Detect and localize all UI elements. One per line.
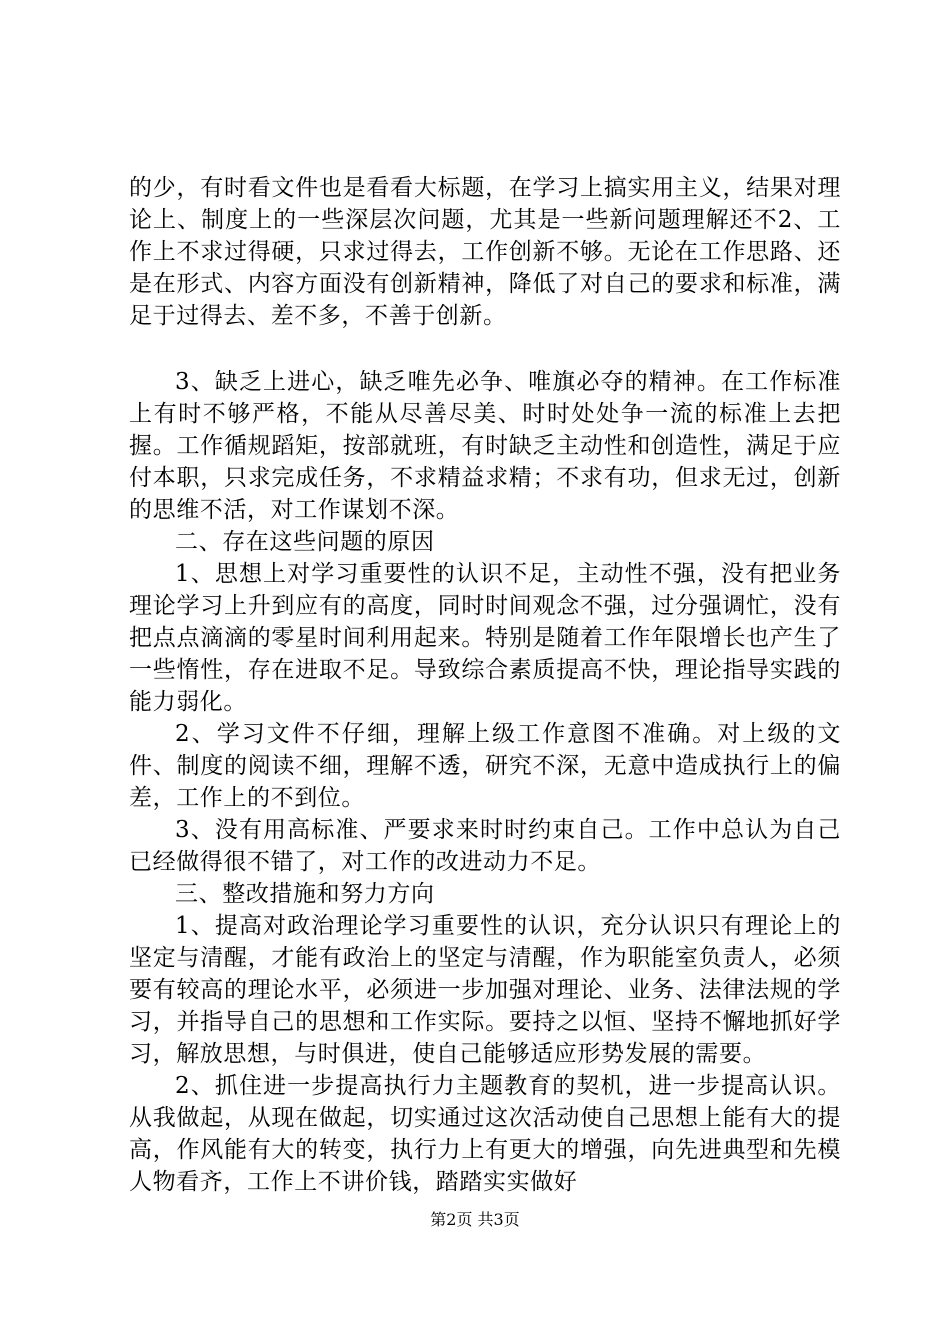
paragraph-continuation: 的少，有时看文件也是看看大标题，在学习上搞实用主义，结果对理论上、制度上的一些深层次问题，尤其是一些新问题理解还不2、工作上不求过得硬，只求过得去，工作创新不够。无论在工作思路、还是在形式、内容方面没有创新精神，降低了对自己的要求和标准，满足于过得去、差不多，不善于创新。	[129, 175, 841, 329]
document-body	[129, 172, 841, 1198]
paragraph: 1、提高对政治理论学习重要性的认识，充分认识只有理论上的坚定与清醒，才能有政治上的坚定与清醒，作为职能室负责人，必须要有较高的理论水平，必须进一步加强对理论、业务、法律法规的学习，并指导自己的思想和工作实际。要持之以恒、坚持不懈地抓好学习，解放思想，与时俱进，使自己能够适应形势发展的需要。	[129, 913, 841, 1067]
paragraph-gap	[129, 332, 841, 366]
section-heading: 三、整改措施和努力方向	[175, 881, 435, 907]
paragraph: 2、学习文件不仔细，理解上级工作意图不准确。对上级的文件、制度的阅读不细，理解不透，研究不深，无意中造成执行上的偏差，工作上的不到位。	[129, 721, 841, 811]
paragraph: 3、缺乏上进心，缺乏唯先必争、唯旗必夺的精神。在工作标准上有时不够严格，不能从尽善尽美、时时处处争一流的标准上去把握。工作循规蹈矩，按部就班，有时缺乏主动性和创造性，满足于应付本职，只求完成任务，不求精益求精；不求有功，但求无过，创新的思维不活，对工作谋划不深。	[129, 369, 841, 523]
paragraph: 1、思想上对学习重要性的认识不足，主动性不强，没有把业务理论学习上升到应有的高度，同时时间观念不强，过分强调忙，没有把点点滴滴的零星时间利用起来。特别是随着工作年限增长也产生了一些惰性，存在进取不足。导致综合素质提高不快，理论指导实践的能力弱化。	[129, 561, 841, 715]
paragraph: 2、抓住进一步提高执行力主题教育的契机，进一步提高认识。从我做起，从现在做起，切实通过这次活动使自己思想上能有大的提高，作风能有大的转变，执行力上有更大的增强，向先进典型和先模人物看齐，工作上不讲价钱，踏踏实实做好	[129, 1073, 841, 1195]
page-number-footer: 第2页 共3页	[430, 1210, 520, 1229]
section-heading: 二、存在这些问题的原因	[175, 529, 435, 555]
paragraph: 3、没有用高标准、严要求来时时约束自己。工作中总认为自己已经做得很不错了，对工作的改进动力不足。	[129, 817, 841, 875]
